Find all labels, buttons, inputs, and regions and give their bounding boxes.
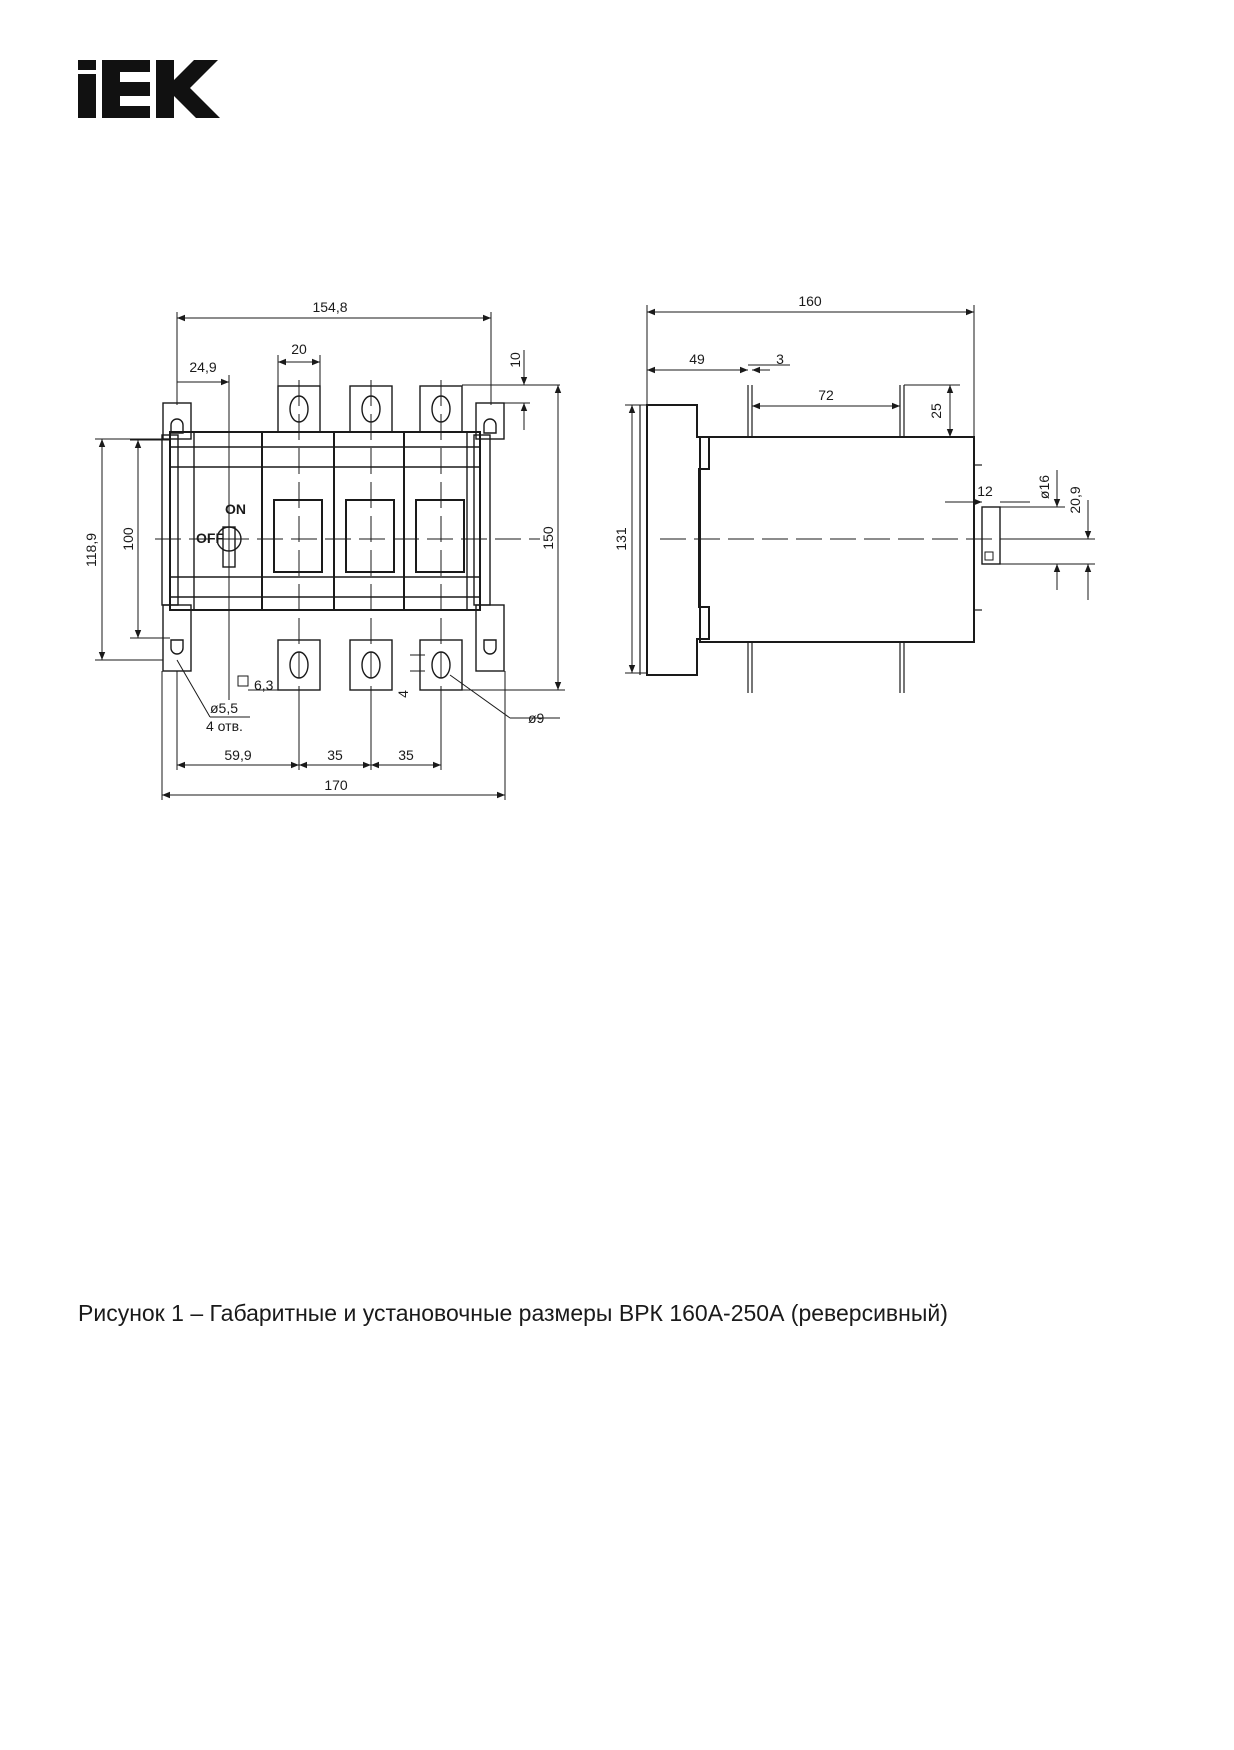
dim-6-3: 6,3 — [254, 677, 274, 693]
dim-100: 100 — [120, 527, 136, 551]
dim-4: 4 — [395, 690, 411, 698]
dim-170: 170 — [324, 777, 348, 793]
dim-35-b: 35 — [398, 747, 414, 763]
dim-hole-count: 4 отв. — [206, 718, 243, 734]
dim-118-9: 118,9 — [83, 533, 99, 567]
front-dimensions — [95, 312, 565, 800]
dim-hole-9: ø9 — [528, 710, 545, 726]
dim-20-9: 20,9 — [1067, 486, 1083, 514]
dim-160: 160 — [798, 293, 822, 309]
dim-154-8: 154,8 — [312, 299, 348, 315]
switch-off-label: OFF — [196, 530, 224, 546]
dim-24-9: 24,9 — [189, 359, 217, 375]
dim-3: 3 — [776, 351, 784, 367]
switch-on-label: ON — [225, 501, 246, 517]
dim-35-a: 35 — [327, 747, 343, 763]
dim-131: 131 — [613, 527, 629, 551]
dim-12: 12 — [977, 483, 993, 499]
dim-hole-5-5: ø5,5 — [210, 700, 239, 716]
dim-10: 10 — [507, 352, 523, 368]
dim-72: 72 — [818, 387, 834, 403]
dim-20: 20 — [291, 341, 307, 357]
figure-caption: Рисунок 1 – Габаритные и установочные размеры ВРК 160А-250А (реверсивный) — [78, 1300, 948, 1326]
dim-16: ø16 — [1036, 474, 1052, 500]
dim-49: 49 — [689, 351, 705, 367]
dim-59-9: 59,9 — [224, 747, 252, 763]
dim-25: 25 — [928, 403, 944, 419]
dim-150: 150 — [540, 526, 556, 550]
